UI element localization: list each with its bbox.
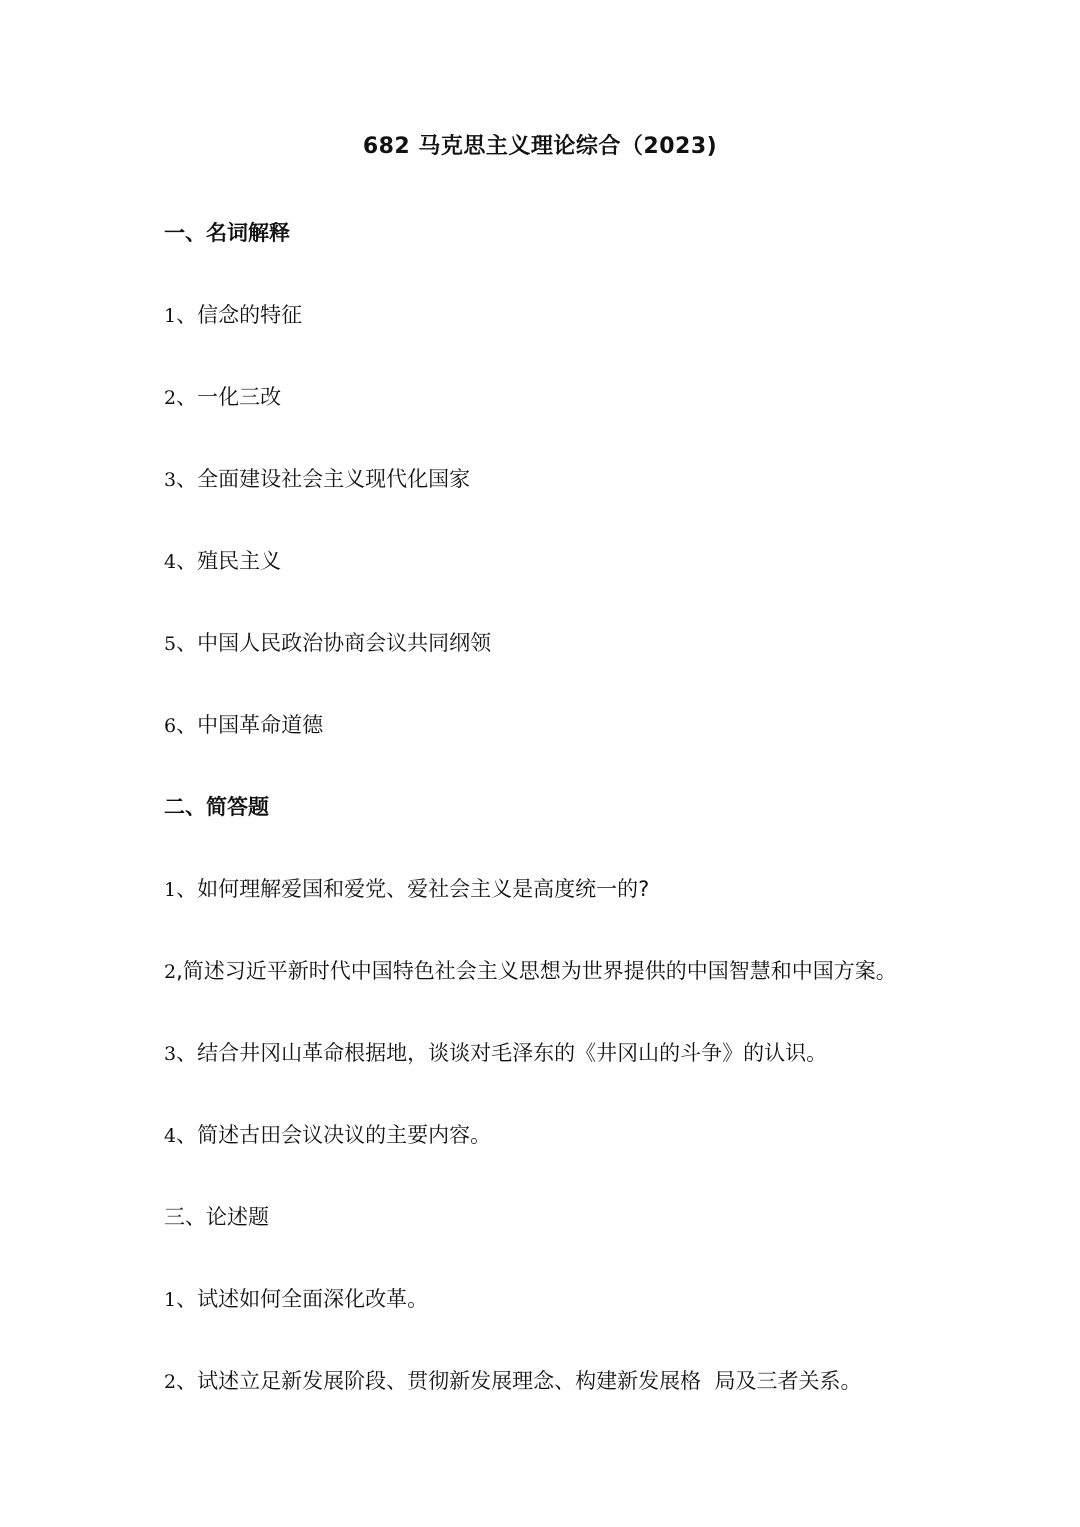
item-number: 1 <box>164 1289 177 1311</box>
item-separator: 、 <box>176 877 198 901</box>
list-item <box>164 955 1044 988</box>
item-separator: 、 <box>176 1041 198 1065</box>
item-separator: 、 <box>176 713 198 737</box>
item-text: 结合井冈山革命根据地，谈谈对毛泽东的《井冈山的斗争》的认识。 <box>197 1041 828 1065</box>
item-number: 1 <box>164 879 177 901</box>
list-item <box>164 463 1044 496</box>
item-text: 简述古田会议决议的主要内容。 <box>197 1123 492 1147</box>
item-text: 如何理解爱国和爱党、爱社会主义是高度统一的? <box>197 877 650 901</box>
item-text: 试述如何全面深化改革。 <box>197 1287 429 1311</box>
section-heading-short-answer: 二、简答题 <box>164 795 269 819</box>
item-text: 信念的特征 <box>197 303 303 327</box>
list-item <box>164 381 1044 414</box>
list-item <box>164 709 1044 742</box>
item-number: 3 <box>164 1043 177 1065</box>
item-number: 1 <box>164 305 177 327</box>
item-separator: , <box>176 959 183 983</box>
section-heading-essay: 三、论述题 <box>164 1205 269 1229</box>
item-text: 殖民主义 <box>197 549 282 573</box>
item-number: 3 <box>164 469 177 491</box>
list-item <box>164 627 1044 660</box>
item-number: 2 <box>164 1371 177 1393</box>
item-number: 2 <box>164 387 177 409</box>
item-separator: 、 <box>176 631 198 655</box>
item-text: 一化三改 <box>197 385 282 409</box>
list-item <box>164 873 1044 906</box>
list-item <box>164 1119 1044 1152</box>
item-text: 试述立足新发展阶段、贯彻新发展理念、构建新发展格 局及三者关系。 <box>197 1369 862 1393</box>
list-item <box>164 1037 1044 1070</box>
item-number: 4 <box>164 1125 177 1147</box>
list-item <box>164 1283 1044 1316</box>
section-heading-terms: 一、名词解释 <box>164 221 290 245</box>
item-separator: 、 <box>176 385 198 409</box>
list-item <box>164 1365 1044 1398</box>
list-item <box>164 545 1044 578</box>
item-number: 4 <box>164 551 177 573</box>
item-separator: 、 <box>176 1123 198 1147</box>
item-number: 6 <box>164 715 177 737</box>
item-text: 简述习近平新时代中国特色社会主义思想为世界提供的中国智慧和中国方案。 <box>182 959 897 983</box>
item-separator: 、 <box>176 303 198 327</box>
item-separator: 、 <box>176 467 198 491</box>
list-item <box>164 299 1044 332</box>
document-title: 682 马克思主义理论综合（2023) <box>362 134 718 159</box>
item-separator: 、 <box>176 549 198 573</box>
item-text: 全面建设社会主义现代化国家 <box>197 467 471 491</box>
item-text: 中国革命道德 <box>197 713 324 737</box>
item-text: 中国人民政治协商会议共同纲领 <box>197 631 492 655</box>
item-number: 5 <box>164 633 177 655</box>
item-separator: 、 <box>176 1369 198 1393</box>
item-number: 2 <box>164 961 177 983</box>
item-separator: 、 <box>176 1287 198 1311</box>
